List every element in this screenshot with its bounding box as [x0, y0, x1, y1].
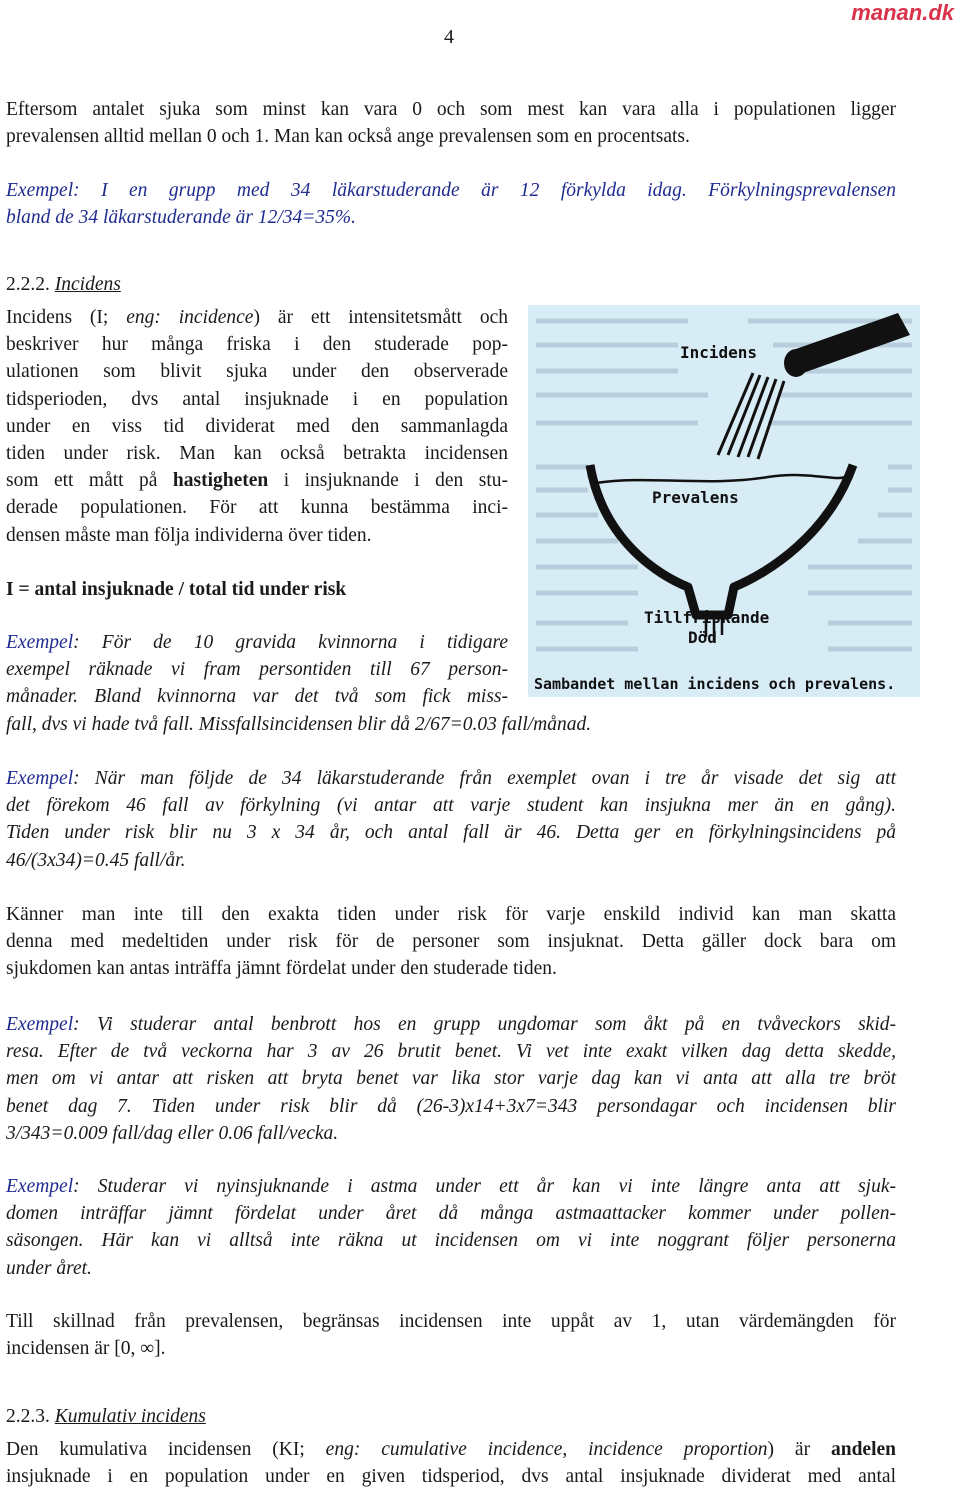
section-number: 2.2.2. [6, 274, 50, 295]
section-heading-kumulativ-incidens [6, 1403, 206, 1430]
figure-label-dod: Död [688, 628, 717, 647]
text-segment: : För de 10 gravida kvinnorna i tidigare [73, 632, 508, 653]
text-line: derade populationen. För att kunna bestämma inci- [6, 497, 508, 519]
text-line: Till skillnad från prevalensen, begränsas incidensen inte uppåt av 1, utan värdemängden för [6, 1311, 896, 1332]
text-line: fall, dvs vi hade två fall. Missfallsincidensen blir då 2/67=0.03 fall/månad. [6, 714, 592, 735]
text-line: tiden under risk. Man kan också betrakta incidensen [6, 443, 508, 465]
paragraph-incidens-definition [6, 304, 508, 549]
text-line: månader. Bland kvinnorna var det två som fick miss- [6, 686, 508, 708]
text-line: Tiden under risk blir nu 3 x 34 år, och antal fall är 46. Detta ger en förkylningsincidens på [6, 822, 896, 844]
incidens-formula: I = antal insjuknade / total tid under risk [6, 579, 347, 600]
section-heading-incidens [6, 271, 121, 298]
text-line: densen måste man följa individerna över tiden. [6, 524, 372, 546]
text-line: tidsperioden, dvs antal insjuknade i en population [6, 388, 508, 410]
text-line: exempel räknade vi fram persontiden till 67 person- [6, 659, 508, 681]
paragraph-medeltid [6, 901, 896, 983]
example-label: Exempel [6, 632, 74, 653]
text-segment: som ett mått på [6, 470, 173, 492]
text-line: prevalensen alltid mellan 0 och 1. Man kan också ange prevalensen som en procentsats. [6, 126, 690, 148]
text-line: resa. Efter de två veckorna har 3 av 26 brutit benet. Vi vet inte exakt vilken dag detta skedde, [6, 1041, 896, 1063]
text-segment: ) är ett intensitetsmått och [253, 307, 508, 328]
text-line: Eftersom antalet sjuka som minst kan vara 0 och som mest kan vara alla i populationen ligger [6, 99, 896, 120]
figure-label-prevalens: Prevalens [652, 488, 739, 507]
text-line: men om vi antar att risken att bryta benet var lika stor varje dag kan vi anta att alla tre bröt [6, 1068, 896, 1090]
example-prevalens [6, 177, 896, 231]
text-line: incidensen är [0, ∞]. [6, 1338, 166, 1360]
figure-label-incidens: Incidens [680, 343, 758, 362]
text-line: det förekom 46 fall av förkylning (vi antar att varje student kan insjukna mer än en gång). [6, 795, 896, 817]
paragraph-kumulativ-incidens [6, 1436, 896, 1490]
example-forkylning-incidens [6, 765, 896, 874]
text-segment: ) är [767, 1439, 831, 1460]
text-line: insjuknade i en population under en given tidsperiod, dvs antal insjuknade dividerat med antal [6, 1466, 896, 1488]
section-number: 2.2.3. [6, 1406, 50, 1427]
section-title: Kumulativ incidens [54, 1406, 206, 1427]
page-number: 4 [444, 26, 454, 48]
text-line: 46/(3x34)=0.45 fall/år. [6, 849, 186, 871]
example-astma [6, 1173, 896, 1282]
text-line: : I en grupp med 34 läkarstuderande är 12 förkylda idag. Förkylningsprevalensen [73, 180, 896, 201]
text-line: 3/343=0.009 fall/dag eller 0.06 fall/vecka. [6, 1122, 339, 1144]
text-line: benet dag 7. Tiden under risk blir då (26-3)x14+3x7=343 persondagar och incidensen blir [6, 1095, 896, 1117]
text-line: Känner man inte till den exakta tiden under risk för varje enskild individ kan man skatta [6, 904, 896, 925]
text-segment: : Vi studerar antal benbrott hos en grupp ungdomar som åkt på en tvåveckors skid- [73, 1014, 896, 1035]
example-label: Exempel [6, 1014, 74, 1035]
text-line: denna med medeltiden under risk för de personer som insjuknat. Detta gäller dock bara om [6, 931, 896, 953]
text-segment: Incidens (I; [6, 307, 127, 328]
text-line: bland de 34 läkarstuderande är 12/34=35%. [6, 207, 357, 229]
paragraph-prevalens-range [6, 96, 896, 150]
example-label: Exempel [6, 180, 74, 201]
watermark: manan.dk [851, 0, 954, 25]
figure-caption: Sambandet mellan incidens och prevalens. [534, 675, 896, 693]
text-segment: : När man följde de 34 läkarstuderande från exemplet ovan i tre år visade det sig att [73, 768, 896, 789]
example-benbrott [6, 1011, 896, 1147]
bold-term: hastigheten [172, 470, 269, 492]
figure-label-tillfrisknande: Tillfriskande [644, 608, 770, 627]
incoming-flow [718, 373, 784, 459]
bold-term: andelen [830, 1439, 896, 1460]
text-line: sjukdomen kan antas inträffa jämnt fördelat under den studerade tiden. [6, 958, 557, 980]
text-line: under en viss tid dividerat med den sammanlagda [6, 415, 508, 437]
text-line: beskriver hur många friska i den studerade pop- [6, 334, 508, 356]
text-line: ulationen som blivit sjuka under den observerade [6, 361, 508, 383]
example-missfall [6, 629, 508, 711]
text-line: säsongen. Här kan vi alltså inte räkna ut incidensen om vi inte noggrant följer personerna [6, 1230, 896, 1252]
text-line: under året. [6, 1257, 92, 1279]
section-title: Incidens [54, 274, 121, 295]
example-label: Exempel [6, 768, 74, 789]
english-term: eng: incidence [126, 307, 254, 328]
english-term: eng: cumulative incidence, incidence proportion [325, 1439, 768, 1460]
text-segment: : Studerar vi nyinsjuknande i astma under ett år kan vi inte längre anta att sjuk- [73, 1176, 896, 1197]
liquid-surface [596, 475, 846, 483]
text-segment: i insjuknande i den stu- [268, 470, 508, 492]
paragraph-vardemangd [6, 1308, 896, 1362]
example-label: Exempel [6, 1176, 74, 1197]
incidens-prevalens-figure [528, 305, 920, 697]
funnel-diagram [528, 305, 920, 697]
text-line: domen inträffar jämnt fördelat under året då många astmaattacker kommer under pollen- [6, 1203, 896, 1225]
text-segment: Den kumulativa incidensen (KI; [6, 1439, 326, 1460]
